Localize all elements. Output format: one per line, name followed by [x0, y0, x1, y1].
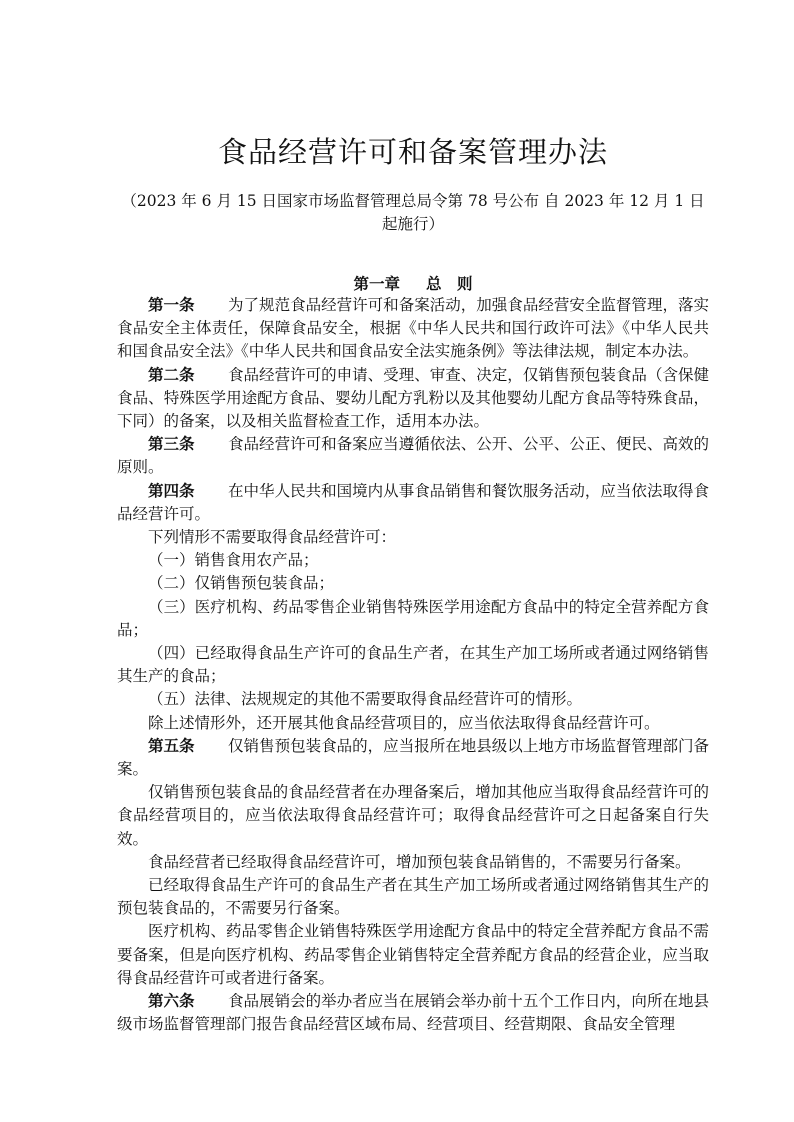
paragraph-text: （五）法律、法规规定的其他不需要取得食品经营许可的情形。 [148, 690, 583, 709]
paragraph [117, 990, 709, 1036]
paragraph-text: （一）销售食用农产品； [148, 551, 319, 570]
article-label: 第五条 [148, 736, 195, 755]
article-label: 第四条 [148, 481, 195, 500]
paragraph [117, 851, 709, 874]
article-label: 第三条 [148, 435, 195, 454]
paragraph [117, 712, 709, 735]
paragraph [117, 294, 709, 364]
article-label: 第六条 [148, 992, 195, 1011]
chapter-heading [117, 273, 709, 296]
article-label: 第二条 [148, 365, 195, 384]
paragraph-text: 为了规范食品经营许可和备案活动，加强食品经营安全监督管理，落实食品安全主体责任，保障食品安全，根据《中华人民共和国行政许可法》《中华人民共和国食品安全法》《中华人民共和国食品安全法实施条例》等法律法规，制定本办法。 [117, 296, 709, 361]
paragraph-text: （二）仅销售预包装食品； [148, 574, 335, 593]
paragraph [117, 433, 709, 479]
paragraph [117, 526, 709, 549]
paragraph [117, 642, 709, 688]
paragraph-text: 食品经营许可的申请、受理、审查、决定，仅销售预包装食品（含保健食品、特殊医学用途配方食品、婴幼儿配方乳粉以及其他婴幼儿配方食品等特殊食品，下同）的备案，以及相关监督检查工作，适用本办法。 [117, 365, 709, 431]
paragraph-text: （三）医疗机构、药品零售企业销售特殊医学用途配方食品中的特定全营养配方食品； [117, 597, 709, 639]
document-subtitle: （2023 年 6 月 15 日国家市场监督管理总局令第 78 号公布 自 2023 年 12 月 1 日起施行） [121, 192, 705, 233]
paragraph [117, 781, 709, 851]
paragraph [117, 920, 709, 990]
paragraph [117, 874, 709, 920]
paragraph [117, 596, 709, 642]
paragraph-text: 在中华人民共和国境内从事食品销售和餐饮服务活动，应当依法取得食品经营许可。 [117, 481, 709, 523]
article-label: 第一条 [148, 296, 195, 314]
paragraph-text: 食品展销会的举办者应当在展销会举办前十五个工作日内，向所在地县级市场监督管理部门报告食品经营区域布局、经营项目、经营期限、食品安全管理 [117, 992, 709, 1034]
paragraph [117, 735, 709, 781]
paragraph [117, 549, 709, 572]
paragraph-text: 仅销售预包装食品的食品经营者在办理备案后，增加其他应当取得食品经营许可的食品经营项目的，应当依法取得食品经营许可；取得食品经营许可之日起备案自行失效。 [117, 783, 709, 848]
document-body [117, 294, 709, 1037]
paragraph [117, 364, 709, 434]
paragraph-text: 除上述情形外，还开展其他食品经营项目的，应当依法取得食品经营许可。 [148, 713, 660, 732]
paragraph [117, 688, 709, 711]
document-title: 食品经营许可和备案管理办法 [217, 135, 608, 169]
paragraph-text: 已经取得食品生产许可的食品生产者在其生产加工场所或者通过网络销售其生产的预包装食品的，不需要另行备案。 [117, 876, 709, 918]
paragraph [117, 572, 709, 595]
paragraph-text: 食品经营者已经取得食品经营许可，增加预包装食品销售的，不需要另行备案。 [148, 852, 691, 871]
paragraph [117, 480, 709, 526]
chapter-number: 第一章 [353, 275, 400, 293]
paragraph-text: 食品经营许可和备案应当遵循依法、公开、公平、公正、便民、高效的原则。 [117, 435, 709, 477]
paragraph-text: 医疗机构、药品零售企业销售特殊医学用途配方食品中的特定全营养配方食品不需要备案，但是向医疗机构、药品零售企业销售特定全营养配方食品的经营企业，应当取得食品经营许可或者进行备案。 [117, 922, 709, 987]
paragraph-text: （四）已经取得食品生产许可的食品生产者，在其生产加工场所或者通过网络销售其生产的食品； [117, 644, 709, 686]
chapter-name: 总 则 [426, 275, 473, 293]
paragraph-text: 仅销售预包装食品的，应当报所在地县级以上地方市场监督管理部门备案。 [117, 736, 709, 779]
paragraph-text: 下列情形不需要取得食品经营许可： [148, 528, 397, 547]
